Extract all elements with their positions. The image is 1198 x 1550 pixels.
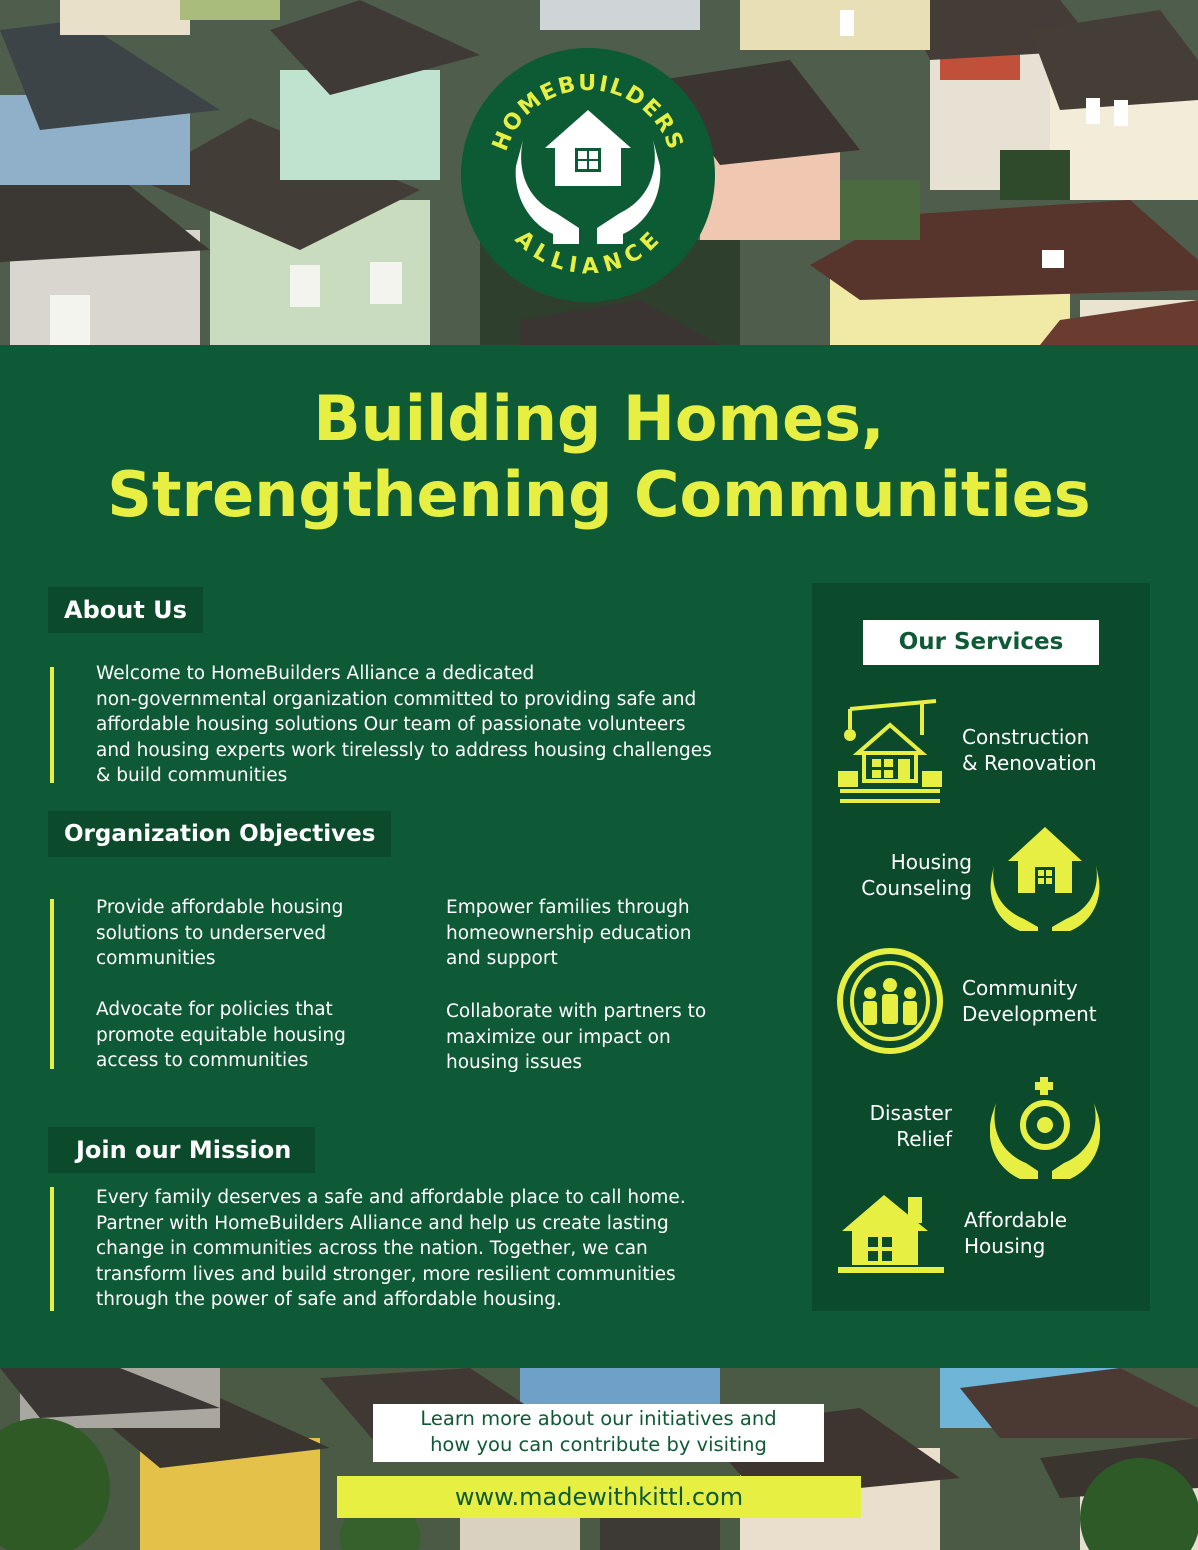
service-counseling-label (852, 849, 972, 901)
mission-line: transform lives and build stronger, more resilient communities (96, 1263, 676, 1285)
about-line: affordable housing solutions Our team of passionate volunteers (96, 714, 686, 735)
people-circle-icon (836, 947, 944, 1055)
objective-item (446, 895, 786, 972)
mission-line: through the power of safe and affordable housing. (96, 1289, 562, 1310)
objective-line: promote equitable housing (96, 1024, 346, 1046)
services-panel (812, 583, 1150, 1311)
objective-line: communities (96, 948, 216, 969)
objective-line: access to communities (96, 1050, 309, 1071)
hands-holding-house-icon (990, 823, 1100, 931)
mission-accent-bar (50, 1187, 54, 1311)
service-disaster-label (832, 1100, 952, 1152)
service-affordable-label (964, 1207, 1067, 1259)
about-line: and housing experts work tirelessly to address housing challenges (96, 739, 712, 761)
objective-line: maximize our impact on (446, 1026, 671, 1048)
svg-text:ALLIANCE (510, 226, 666, 280)
objective-line: solutions to underserved (96, 922, 327, 944)
objectives-accent-bar (50, 899, 54, 1069)
objectives-heading: Organization Objectives (48, 811, 391, 857)
about-us-text (96, 661, 786, 789)
main-content-panel (0, 345, 1198, 1368)
service-label-line: Housing (890, 850, 972, 874)
service-label-line: Community (962, 976, 1078, 1000)
service-label-line: Affordable (964, 1208, 1068, 1232)
objective-line: Provide affordable housing (96, 897, 344, 918)
service-label-line: Housing (964, 1234, 1046, 1258)
cta-line: how you can contribute by visiting (430, 1433, 767, 1456)
mission-text (96, 1185, 786, 1313)
objective-line: Empower families through (446, 897, 690, 918)
service-label-line: Counseling (861, 876, 972, 900)
mission-line: Every family deserves a safe and affordable place to call home. (96, 1187, 686, 1208)
objective-item (96, 895, 426, 972)
objective-line: Collaborate with partners to (446, 1001, 707, 1022)
homebuilders-alliance-logo (461, 48, 715, 302)
service-label-line: & Renovation (962, 751, 1097, 775)
hands-relief-icon (990, 1075, 1100, 1179)
logo-top-text: HOMEBUILDERS (487, 70, 689, 155)
about-us-heading: About Us (48, 587, 203, 633)
about-line: non-governmental organization committed to providing safe and (96, 688, 697, 710)
cta-line: Learn more about our initiatives and (420, 1407, 777, 1430)
about-line: Welcome to HomeBuilders Alliance a dedicated (96, 663, 535, 684)
objective-line: homeownership education (446, 922, 692, 944)
service-label-line: Construction (962, 725, 1090, 749)
hands-holding-house-icon (516, 110, 661, 244)
about-line: & build communities (96, 765, 288, 786)
objective-item (96, 997, 426, 1074)
service-label-line: Relief (896, 1127, 952, 1151)
objective-line: housing issues (446, 1052, 583, 1073)
cta-message (373, 1404, 824, 1462)
objective-line: and support (446, 948, 558, 969)
website-link[interactable]: www.madewithkittl.com (337, 1476, 861, 1518)
about-accent-bar (50, 667, 54, 783)
headline-line-1: Building Homes, (313, 382, 885, 455)
objective-line: Advocate for policies that (96, 999, 333, 1020)
service-construction-label (962, 724, 1097, 776)
service-label-line: Disaster (869, 1101, 952, 1125)
service-community-label (962, 975, 1097, 1027)
logo-bottom-text: ALLIANCE (509, 225, 667, 280)
mission-line: Partner with HomeBuilders Alliance and help us create lasting (96, 1212, 669, 1234)
house-with-chimney-icon (838, 1193, 944, 1273)
service-label-line: Development (962, 1002, 1097, 1026)
mission-heading: Join our Mission (48, 1127, 315, 1173)
objective-item (446, 999, 786, 1076)
construction-crane-house-icon (836, 695, 944, 807)
services-heading: Our Services (863, 620, 1099, 665)
mission-line: change in communities across the nation. Together, we can (96, 1238, 648, 1259)
page-headline (0, 381, 1198, 533)
headline-line-2: Strengthening Communities (107, 458, 1091, 531)
